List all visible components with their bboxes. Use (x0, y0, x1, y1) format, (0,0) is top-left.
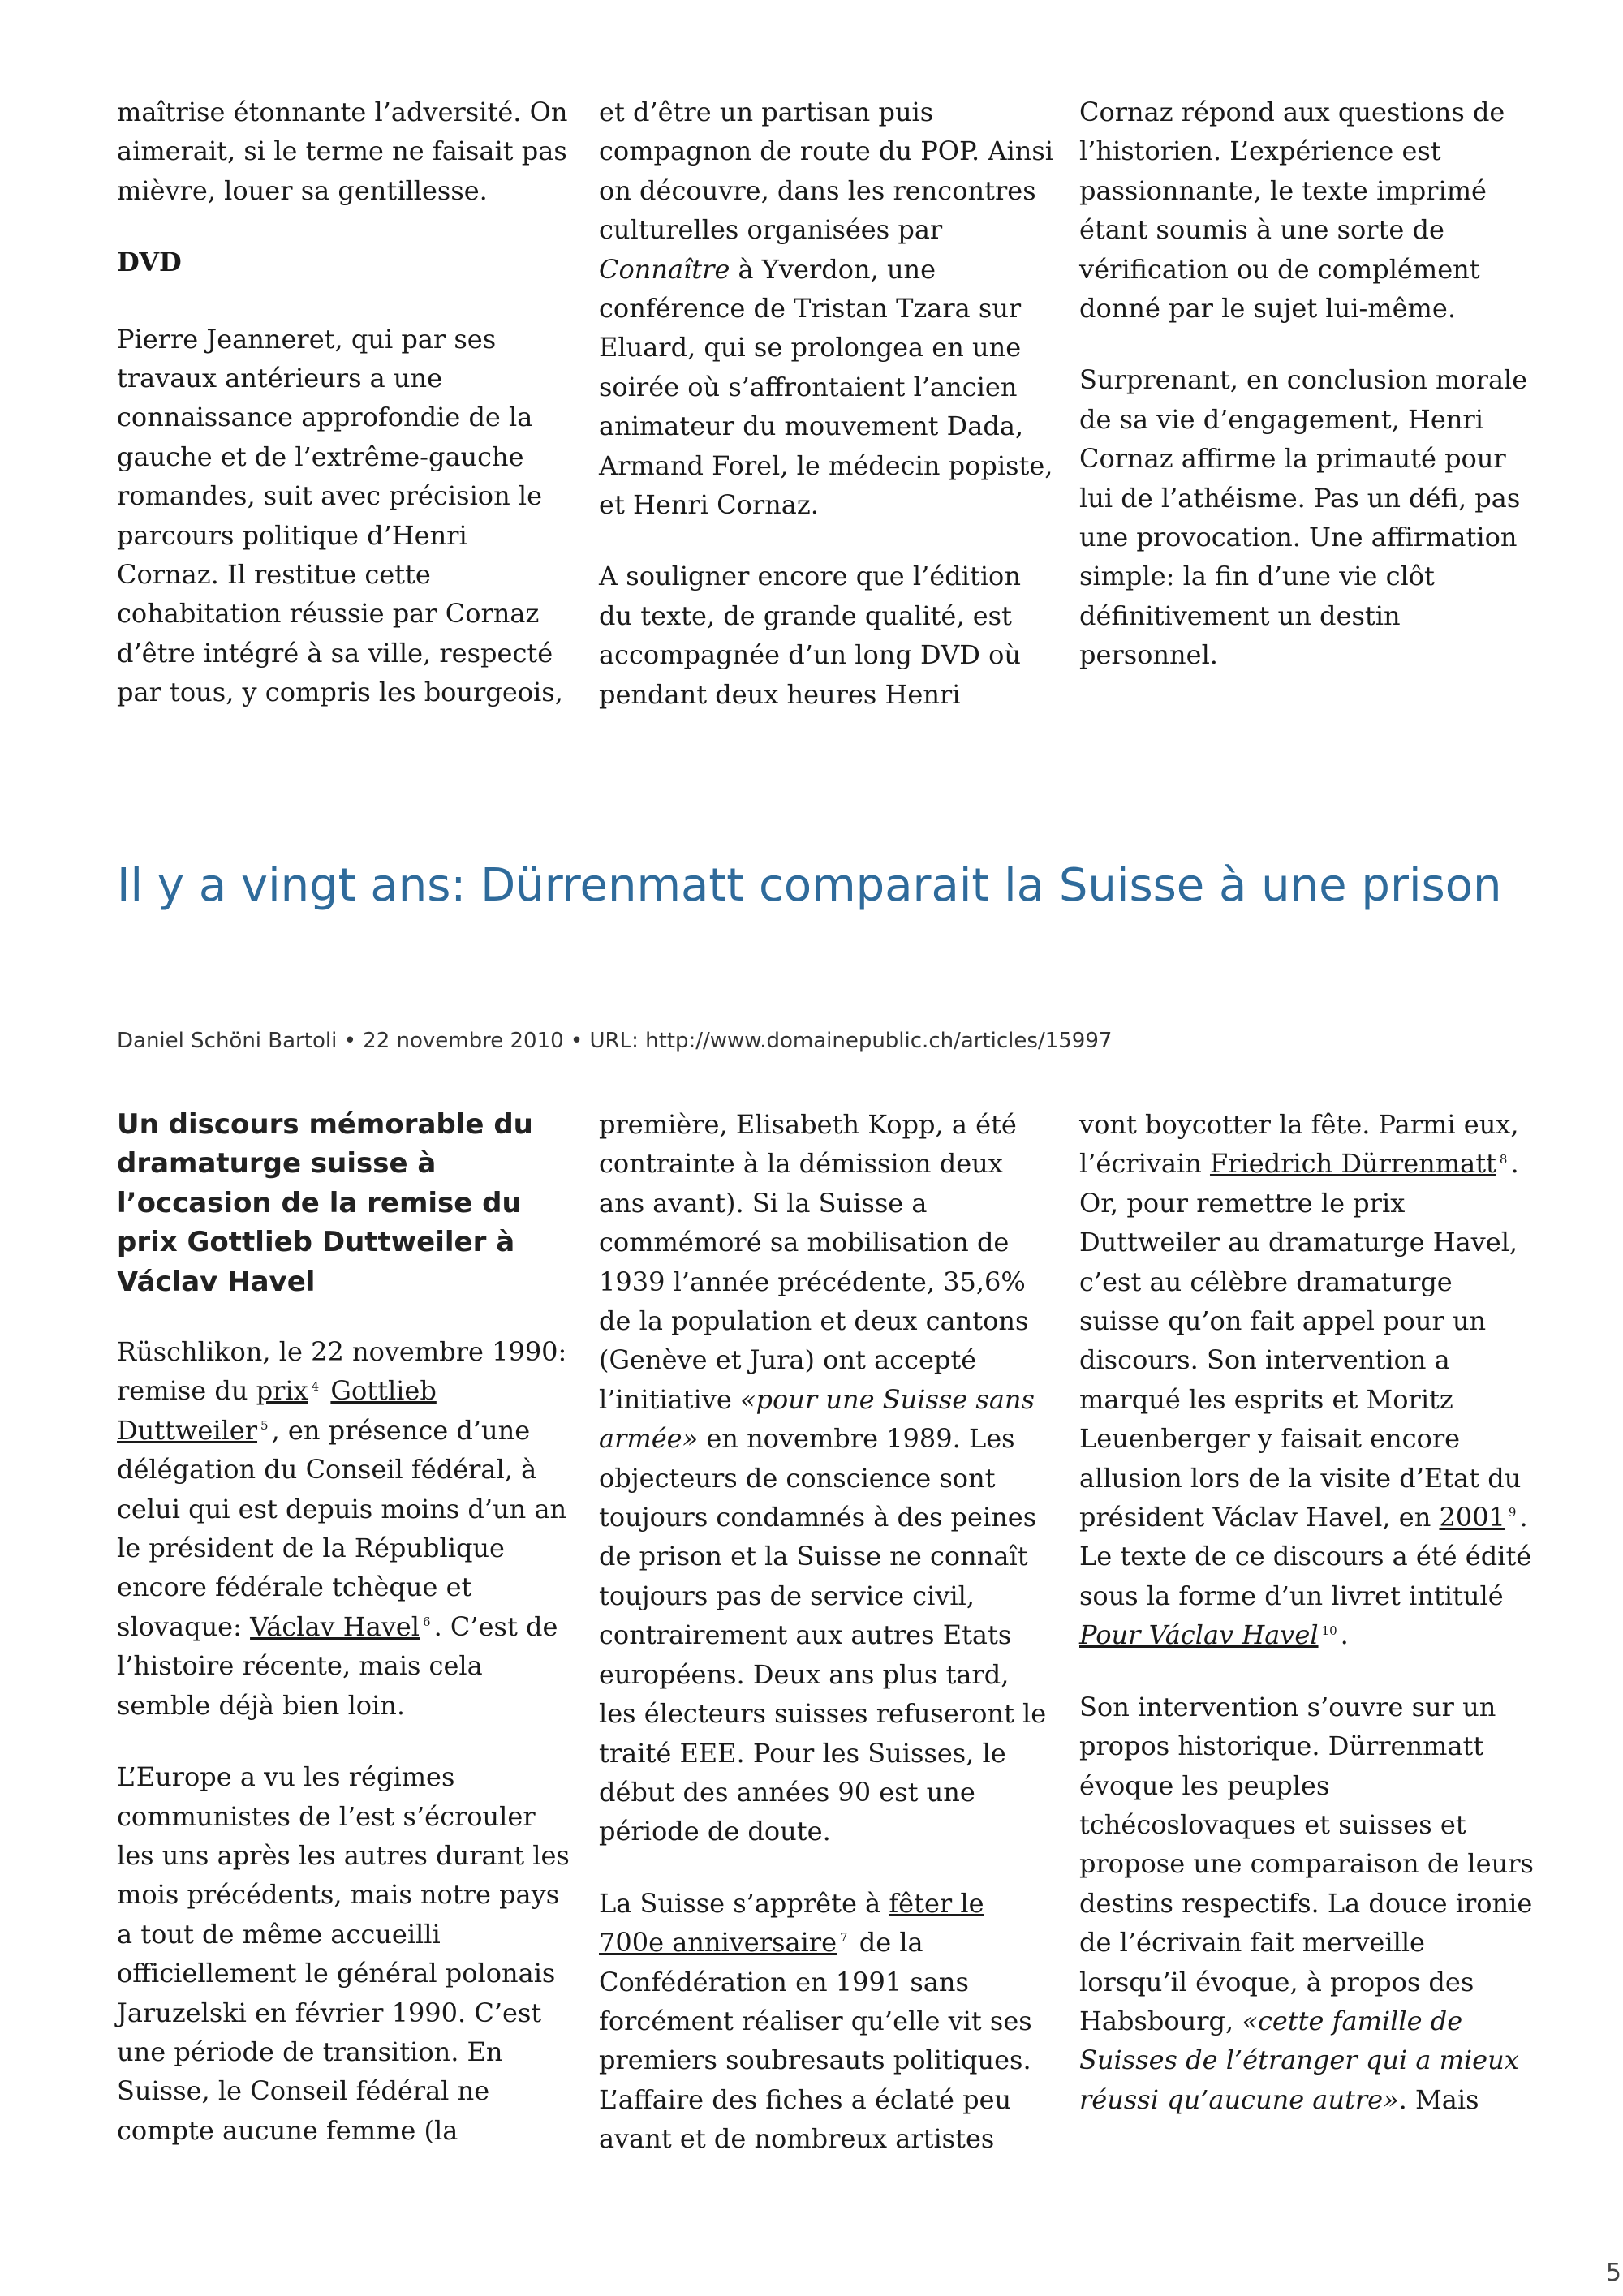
page-number: 5 (1605, 2259, 1621, 2287)
footnote-marker: 4 (311, 1378, 320, 1394)
paragraph: et d’être un partisan puis compagnon de route du POP. Ainsi on découvre, dans les rencontres culturelles organisées par Connaître à Yverdon, une conférence de Tristan Tzara sur Eluard, qui se prolongea en une soirée où s’affrontaient l’ancien animateur du mouvement Dada, Armand Forel, le médecin popiste, et Henri Cornaz. (599, 97, 1053, 521)
article-lead: Un discours mémorable du dramaturge suisse à l’occasion de la remise du prix Gottlieb Duttweiler à Václav Havel (117, 1108, 533, 1298)
paragraph: vont boycotter la fête. Parmi eux, l’écrivain Friedrich Dürrenmatt $^8$ . Or, pour remettre le prix Duttweiler au dramaturge Havel, c’est au célèbre dramaturge suisse qu’on fait appel pour un discours. Son intervention a marqué les esprits et Moritz Leuenberger y faisait encore allusion lors de la visite d’Etat du président Václav Havel, en 2001 $^9$ . Le texte de ce discours a été édité sous la forme d’un livret intitulé Pour Václav Havel $^{10}$ . (1079, 1109, 1532, 1651)
footnote-marker: 10 (1321, 1623, 1337, 1638)
paragraph: première, Elisabeth Kopp, a été contrainte à la démission deux ans avant). Si la Suisse a commémoré sa mobilisation de 1939 l’année précédente, 35,6% de la population et deux cantons (Genève et Jura) ont accepté l’initiative «pour une Suisse sans armée» en novembre 1989. Les objecteurs de conscience sont toujours condamnés à des peines de prison et la Suisse ne connaît toujours pas de service civil, contrairement aux autres Etats européens. Deux ans plus tard, les électeurs suisses refuseront le traité EEE. Pour les Suisses, le début des années 90 est une période de doute. (599, 1109, 1047, 1847)
link-prix[interactable]: prix (256, 1375, 308, 1407)
prev-article-column-2 (599, 92, 1053, 746)
paragraph: Surprenant, en conclusion morale de sa vie d’engagement, Henri Cornaz affirme la primauté pour lui de l’athéisme. Pas un défi, pas une provocation. Une affirmation simple: la fin d’une vie clôt définitivement un destin personnel. (1079, 364, 1528, 671)
prev-article-column-3 (1079, 92, 1534, 707)
paragraph: La Suisse s’apprête à fêter le 700e anniversaire $^7$ de la Confédération en 1991 sans forcément réaliser qu’elle vit ses premiers soubresauts politiques. L’affaire des fiches a éclaté peu avant et de nombreux artistes (599, 1887, 1032, 2155)
paragraph: Son intervention s’ouvre sur un propos historique. Dürrenmatt évoque les peuples tchécoslovaques et suisses et propose une comparaison de leurs destins respectifs. La douce ironie de l’écrivain fait merveille lorsqu’il évoque, à propos des Habsbourg, «cette famille de Suisses de l’étranger qui a mieux réussi qu’aucune autre». Mais (1079, 1691, 1534, 2115)
footnote-marker: 9 (1508, 1505, 1517, 1520)
footnote-marker: 5 (260, 1418, 269, 1434)
footnote-marker: 7 (840, 1930, 848, 1946)
link-friedrich-durrenmatt[interactable]: Friedrich Dürrenmatt (1209, 1148, 1496, 1180)
section-subheading: DVD (117, 247, 182, 278)
link-2001[interactable]: 2001 (1439, 1502, 1505, 1533)
link-700e-anniversaire[interactable]: fêter le 700e anniversaire (599, 1887, 984, 1958)
article-column-1 (117, 1105, 571, 2182)
article-byline: Daniel Schöni Bartoli • 22 novembre 2010 • URL: http://www.domainepublic.ch/articles/15997 (117, 1029, 1113, 1053)
footnote-marker: 6 (423, 1615, 431, 1630)
article-column-3 (1079, 1105, 1534, 2152)
paragraph: A souligner encore que l’édition du texte, de grande qualité, est accompagnée d’un long DVD où pendant deux heures Henri (599, 561, 1021, 710)
italic-title: Connaître (599, 253, 730, 285)
paragraph: Pierre Jeanneret, qui par ses travaux antérieurs a une connaissance approfondie de la gauche et de l’extrême-gauche romandes, suit avec précision le parcours politique d’Henri Cornaz. Il restitue cette cohabitation réussie par Cornaz d’être intégré à sa ville, respecté par tous, y compris les bourgeois, (117, 323, 563, 708)
footnote-marker: 8 (1499, 1151, 1508, 1167)
paragraph: Cornaz répond aux questions de l’historien. L’expérience est passionnante, le texte imprimé étant soumis à une sorte de vérification ou de complément donné par le sujet lui-même. (1079, 97, 1505, 325)
italic-quote: «cette famille de Suisses de l’étranger qui a mieux réussi qu’aucune autre» (1079, 2005, 1519, 2115)
link-vaclav-havel[interactable]: Václav Havel (250, 1610, 420, 1642)
paragraph: L’Europe a vu les régimes communistes de l’est s’écrouler les uns après les autres durant les mois précédents, mais notre pays a tout de même accueilli officiellement le général polonais Jaruzelski en février 1990. C’est une période de transition. En Suisse, le Conseil fédéral ne compte aucune femme (la (117, 1761, 570, 2146)
article-title: Il y a vingt ans: Dürrenmatt comparait la Suisse à une prison (117, 859, 1502, 912)
paragraph: Rüschlikon, le 22 novembre 1990: remise du prix $^4$ Gottlieb Duttweiler $^5$ , en présence d’une délégation du Conseil fédéral, à celui qui est depuis moins d’un an le président de la République encore fédérale tchèque et slovaque: Václav Havel $^6$ . C’est de l’histoire récente, mais cela semble déjà bien loin. (117, 1336, 567, 1721)
paragraph: maîtrise étonnante l’adversité. On aimerait, si le terme ne faisait pas mièvre, louer sa gentillesse. (117, 97, 568, 206)
link-gottlieb-duttweiler[interactable]: Gottlieb Duttweiler (117, 1375, 437, 1446)
link-pour-vaclav-havel[interactable]: Pour Václav Havel (1079, 1619, 1319, 1651)
prev-article-column-1 (117, 92, 571, 745)
article-column-2 (599, 1105, 1053, 2191)
italic-quote: «pour une Suisse sans armée» (599, 1383, 1035, 1455)
